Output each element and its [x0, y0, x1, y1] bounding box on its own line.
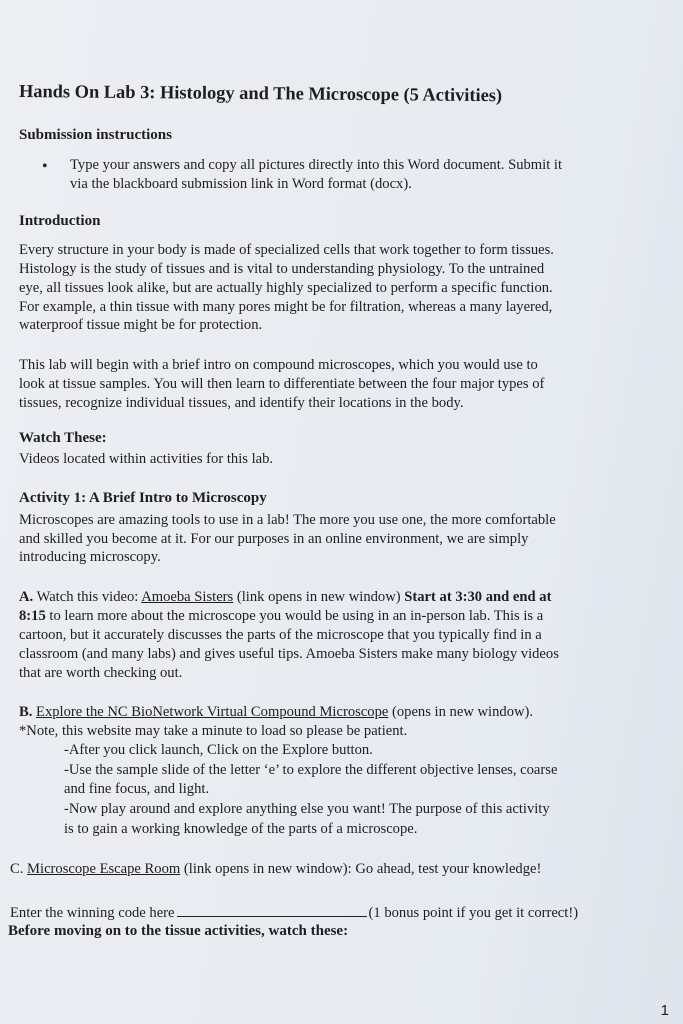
winning-code-label: Enter the winning code here [10, 905, 175, 921]
bullet-icon: • [42, 158, 48, 175]
item-b-step: is to gain a working knowledge of the parts of a microscope. [64, 821, 418, 837]
submission-heading: Submission instructions [19, 127, 172, 143]
item-a-mid: (link opens in new window) [233, 589, 405, 605]
item-b-step: -Now play around and explore anything else you want! The purpose of this activity [64, 801, 550, 817]
escape-room-link[interactable]: Microscope Escape Room [27, 861, 181, 877]
intro-line: Every structure in your body is made of specialized cells that work together to form tissues. [19, 242, 554, 258]
activity1-line: and skilled you become at it. For our purposes in an online environment, we are simply [19, 531, 529, 547]
item-a-line [19, 588, 551, 606]
item-b-after: (opens in new window). [388, 704, 534, 720]
activity1-line: introducing microscopy. [19, 549, 161, 565]
activity1-line: Microscopes are amazing tools to use in a lab! The more you use one, the more comfortable [19, 512, 556, 528]
intro-line: waterproof tissue might be for protection. [19, 317, 263, 333]
page-number: 1 [660, 1002, 669, 1019]
item-a-pre: Watch this video: [33, 589, 142, 605]
watch-text: Videos located within activities for this lab. [19, 451, 274, 467]
item-a-line: that are worth checking out. [19, 665, 183, 681]
submission-line: via the blackboard submission link in Word format (docx). [70, 176, 412, 192]
nc-bionetwork-link[interactable]: Explore the NC BioNetwork Virtual Compound Microscope [36, 704, 389, 720]
item-b-note: *Note, this website may take a minute to load so please be patient. [19, 723, 408, 739]
item-a-line [19, 607, 543, 625]
item-c-label: C. [10, 861, 24, 877]
item-a-start-time: Start at 3:30 and end at [404, 589, 552, 605]
winning-code-field[interactable] [177, 903, 367, 917]
item-b-step: and fine focus, and light. [64, 781, 210, 797]
item-a-end-time: 8:15 [19, 608, 46, 624]
item-b-step: -Use the sample slide of the letter ‘e’ to explore the different objective lenses, coarse [64, 762, 558, 778]
item-b-step: -After you click launch, Click on the Explore button. [64, 742, 373, 758]
item-c-line [10, 860, 541, 878]
item-c-after: (link opens in new window): Go ahead, test your knowledge! [180, 861, 542, 877]
intro-line: This lab will begin with a brief intro on compound microscopes, which you would use to [19, 357, 538, 373]
intro-line: For example, a thin tissue with many pores might be for filtration, whereas a many layered, [19, 299, 553, 315]
activity1-heading: Activity 1: A Brief Intro to Microscopy [19, 490, 267, 506]
page-title: Hands On Lab 3: Histology and The Microscope (5 Activities) [18, 81, 503, 106]
item-a-label: A. [19, 589, 34, 605]
winning-code-row [10, 903, 578, 922]
intro-line: eye, all tissues look alike, but are actually highly specialized to perform a specific function. [19, 280, 553, 296]
introduction-heading: Introduction [19, 213, 101, 229]
intro-line: look at tissue samples. You will then learn to differentiate between the four major types of [19, 376, 545, 392]
submission-line: Type your answers and copy all pictures directly into this Word document. Submit it [70, 157, 563, 173]
watch-heading: Watch These: [19, 430, 107, 446]
bonus-note: (1 bonus point if you get it correct!) [368, 905, 579, 921]
amoeba-sisters-link[interactable]: Amoeba Sisters [141, 589, 234, 605]
item-a-line: cartoon, but it accurately discusses the parts of the microscope that you typically find in a [19, 627, 542, 643]
before-moving-on-heading: Before moving on to the tissue activities, watch these: [8, 923, 349, 939]
intro-line: Histology is the study of tissues and is vital to understanding physiology. To the untrained [19, 261, 545, 277]
item-a-line: classroom (and many labs) and gives useful tips. Amoeba Sisters make many biology videos [19, 646, 559, 662]
item-b-line [19, 703, 533, 721]
item-b-label: B. [19, 704, 33, 720]
intro-line: tissues, recognize individual tissues, and identify their locations in the body. [19, 395, 464, 411]
item-a-rest: to learn more about the microscope you would be using in an in-person lab. This is a [45, 608, 544, 624]
